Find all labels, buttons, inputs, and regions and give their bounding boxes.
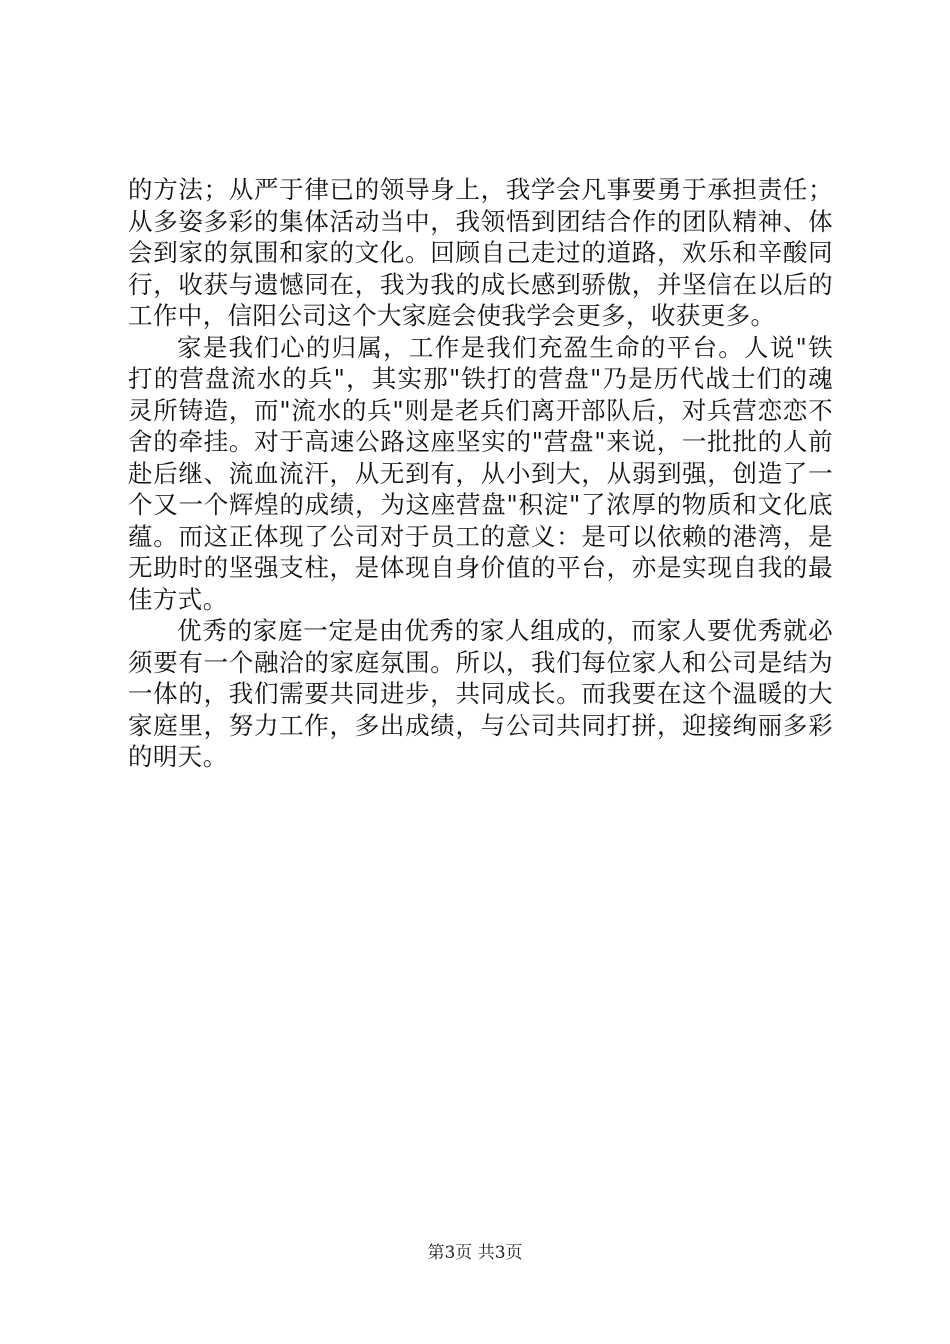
paragraph-3: 优秀的家庭一定是由优秀的家人组成的，而家人要优秀就必须要有一个融洽的家庭氛围。所以，我们每位家人和公司是结为一体的，我们需要共同进步，共同成长。而我要在这个温暖的大家庭里，努力工作，多出成绩，与公司共同打拼，迎接绚丽多彩的明天。	[128, 616, 833, 771]
paragraph-2: 家是我们心的归属，工作是我们充盈生命的平台。人说"铁打的营盘流水的兵"，其实那"铁打的营盘"乃是历代战士们的魂灵所铸造，而"流水的兵"则是老兵们离开部队后，对兵营恋恋不舍的牵挂。对于高速公路这座坚实的"营盘"来说，一批批的人前赴后继、流血流汗，从无到有，从小到大，从弱到强，创造了一个又一个辉煌的成绩，为这座营盘"积淀"了浓厚的物质和文化底蕴。而这正体现了公司对于员工的意义：是可以依赖的港湾，是无助时的坚强支柱，是体现自身价值的平台，亦是实现自我的最佳方式。	[128, 332, 833, 614]
document-body	[128, 174, 833, 773]
page-number-footer: 第3页 共3页	[427, 1243, 523, 1263]
paragraph-1: 的方法；从严于律已的领导身上，我学会凡事要勇于承担责任；从多姿多彩的集体活动当中，我领悟到团结合作的团队精神、体会到家的氛围和家的文化。回顾自己走过的道路，欢乐和辛酸同行，收获与遗憾同在，我为我的成长感到骄傲，并坚信在以后的工作中，信阳公司这个大家庭会使我学会更多，收获更多。	[128, 175, 833, 330]
